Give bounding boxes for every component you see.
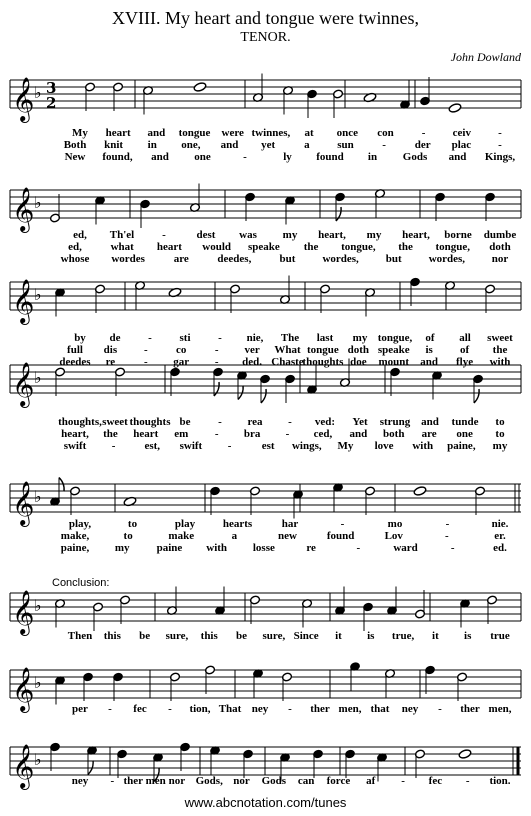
lyric-syllable: heart, xyxy=(402,229,430,241)
lyric-syllable: the xyxy=(303,241,319,253)
lyric-syllable: nie, xyxy=(246,332,264,344)
lyric-syllable: twinnes, xyxy=(251,127,291,139)
lyric-syllable: - xyxy=(162,229,166,241)
composer: John Dowland xyxy=(450,50,521,64)
lyrics-system-2-verse-3 xyxy=(0,253,531,265)
lyrics-system-4-verse-2 xyxy=(0,428,531,440)
note-flag xyxy=(261,389,266,403)
lyric-syllable: tion. xyxy=(489,775,511,787)
lyric-syllable: dest xyxy=(196,229,216,241)
lyric-syllable: the xyxy=(398,241,413,253)
lyric-syllable: My xyxy=(337,440,354,452)
lyric-syllable: sweet xyxy=(487,332,513,344)
lyric-syllable: knit xyxy=(104,139,124,151)
lyric-syllable: a xyxy=(304,139,310,151)
lyric-syllable: fec xyxy=(133,703,147,715)
lyric-syllable: - xyxy=(382,139,386,151)
lyric-syllable: losse xyxy=(252,542,275,554)
lyric-syllable: - xyxy=(285,428,290,440)
lyrics-system-3-verse-1 xyxy=(0,332,531,344)
lyric-syllable: - xyxy=(110,775,115,787)
lyric-syllable: but xyxy=(279,253,296,265)
lyric-syllable: dis xyxy=(103,344,118,356)
lyric-syllable: once xyxy=(336,127,358,139)
lyric-syllable: - xyxy=(214,428,219,440)
lyrics-system-5-verse-2 xyxy=(0,530,531,542)
lyric-syllable: tion, xyxy=(189,703,211,715)
voice-part-title: TENOR. xyxy=(240,30,291,45)
lyric-syllable: ney xyxy=(71,775,89,787)
lyric-syllable: - xyxy=(218,416,222,428)
lyric-syllable: all xyxy=(459,332,471,344)
lyric-syllable: ther xyxy=(310,703,330,715)
lyric-syllable: Gods, xyxy=(195,775,223,787)
lyric-syllable: af xyxy=(366,775,376,787)
lyric-syllable: Lov xyxy=(384,530,403,542)
lyric-syllable: - xyxy=(401,775,405,787)
lyric-syllable: that xyxy=(370,703,390,715)
lyric-syllable: What xyxy=(274,344,301,356)
lyric-syllable: - xyxy=(465,775,470,787)
lyric-syllable: er. xyxy=(494,530,506,542)
lyric-syllable: would xyxy=(202,241,232,253)
lyric-syllable: speake xyxy=(377,344,410,356)
lyric-syllable: is xyxy=(464,630,472,642)
lyric-syllable: heart xyxy=(105,127,131,139)
lyric-syllable: per xyxy=(72,703,88,715)
lyric-syllable: - xyxy=(288,703,292,715)
lyrics-system-2-verse-2 xyxy=(0,241,531,253)
flat-key-signature-icon: ♭ xyxy=(34,285,42,304)
lyric-syllable: doth xyxy=(489,241,511,253)
note-head xyxy=(448,103,462,114)
lyric-syllable: em xyxy=(174,428,189,440)
lyric-syllable: - xyxy=(450,542,455,554)
lyric-syllable: - xyxy=(168,703,172,715)
lyric-syllable: one xyxy=(456,428,473,440)
lyric-syllable: ther men xyxy=(123,775,166,787)
lyric-syllable: what xyxy=(110,241,134,253)
lyric-syllable: - xyxy=(243,151,247,163)
treble-clef-icon: 𝄞 xyxy=(12,667,35,711)
lyric-syllable: de xyxy=(109,332,121,344)
note-head xyxy=(193,82,207,93)
lyric-syllable: thoughts xyxy=(129,416,171,428)
lyric-syllable: gar xyxy=(173,356,190,368)
lyric-syllable: Chaste xyxy=(271,356,304,368)
lyric-syllable: heart xyxy=(156,241,182,253)
lyrics-system-7-verse-1 xyxy=(0,703,531,715)
lyric-syllable: tongue, xyxy=(377,332,413,344)
lyric-syllable: wordes xyxy=(111,253,145,265)
treble-clef-icon: 𝄞 xyxy=(12,77,35,121)
lyric-syllable: and xyxy=(147,127,166,139)
lyric-syllable: - xyxy=(498,127,502,139)
lyric-syllable: with xyxy=(489,356,511,368)
lyric-syllable: est, xyxy=(144,440,161,452)
staff-system-1 xyxy=(0,70,531,121)
lyric-syllable: men, xyxy=(338,703,362,715)
lyric-syllable: was xyxy=(239,229,257,241)
lyric-syllable: my xyxy=(492,440,508,452)
lyric-syllable: ney xyxy=(401,703,419,715)
lyric-syllable: and xyxy=(448,151,467,163)
lyric-syllable: tunde xyxy=(451,416,479,428)
lyric-syllable: and xyxy=(349,428,368,440)
flat-key-signature-icon: ♭ xyxy=(34,368,42,387)
lyric-syllable: it xyxy=(432,630,439,642)
note-flag xyxy=(336,207,341,221)
lyric-syllable: - xyxy=(227,440,232,452)
lyrics-system-4-verse-3 xyxy=(0,440,531,452)
note-flag xyxy=(214,382,219,396)
lyric-syllable: deedes, xyxy=(217,253,252,265)
lyric-syllable: - xyxy=(148,332,152,344)
lyric-syllable: - xyxy=(421,127,426,139)
lyric-syllable: play xyxy=(174,518,196,530)
lyric-syllable: borne xyxy=(444,229,472,241)
lyric-syllable: Gods xyxy=(261,775,287,787)
lyric-syllable: last xyxy=(316,332,334,344)
lyric-syllable: har xyxy=(281,518,299,530)
lyric-syllable: make xyxy=(168,530,195,542)
lyric-syllable: are xyxy=(421,428,437,440)
tune-title: XVIII. My heart and tongue were twinnes, xyxy=(112,8,419,28)
lyric-syllable: to xyxy=(495,428,505,440)
footer-url[interactable]: www.abcnotation.com/tunes xyxy=(184,795,347,810)
lyric-syllable: one, xyxy=(181,139,201,151)
lyric-syllable: found xyxy=(316,151,344,163)
lyric-syllable: in xyxy=(367,151,378,163)
lyric-syllable: paine xyxy=(156,542,183,554)
flat-key-signature-icon: ♭ xyxy=(34,750,42,769)
lyric-syllable: ed, xyxy=(73,229,87,241)
flat-key-signature-icon: ♭ xyxy=(34,596,42,615)
lyric-syllable: by xyxy=(74,332,86,344)
lyric-syllable: this xyxy=(200,630,218,642)
lyric-syllable: doth xyxy=(347,344,370,356)
lyric-syllable: one xyxy=(194,151,211,163)
lyric-syllable: thoughts xyxy=(302,356,344,368)
lyrics-system-5-verse-3 xyxy=(0,542,531,554)
lyrics-system-4-verse-1 xyxy=(0,416,531,428)
lyric-syllable: yet xyxy=(261,139,276,151)
lyric-syllable: wings, xyxy=(291,440,322,452)
flat-key-signature-icon: ♭ xyxy=(34,487,42,506)
time-signature-top: 3 xyxy=(46,79,57,97)
lyric-syllable: speake xyxy=(247,241,280,253)
lyrics-system-2-verse-1 xyxy=(0,229,531,241)
lyric-syllable: - xyxy=(143,356,148,368)
lyric-syllable: are xyxy=(173,253,189,265)
lyric-syllable: tongue, xyxy=(435,241,471,253)
treble-clef-icon: 𝄞 xyxy=(12,279,35,323)
lyric-syllable: My xyxy=(72,127,88,139)
lyric-syllable: - xyxy=(218,332,222,344)
lyric-syllable: and xyxy=(420,356,439,368)
lyric-syllable: sure, xyxy=(262,630,286,642)
lyric-syllable: Then xyxy=(67,630,93,642)
lyric-syllable: est xyxy=(261,440,275,452)
lyric-syllable: con xyxy=(377,127,394,139)
treble-clef-icon: 𝄞 xyxy=(12,481,35,525)
lyric-syllable: my xyxy=(352,332,368,344)
lyrics-system-1-verse-2 xyxy=(0,139,531,151)
lyric-syllable: wordes, xyxy=(428,253,466,265)
lyric-syllable: heart, xyxy=(61,428,89,440)
lyric-syllable: be xyxy=(139,630,151,642)
lyric-syllable: - xyxy=(356,542,361,554)
lyric-syllable: co xyxy=(176,344,187,356)
lyric-syllable: is xyxy=(367,630,375,642)
lyric-syllable: men, xyxy=(488,703,512,715)
lyric-syllable: sti xyxy=(179,332,191,344)
lyric-syllable: ved: xyxy=(314,416,336,428)
lyric-syllable: can xyxy=(297,775,315,787)
lyric-syllable: - xyxy=(143,344,148,356)
lyric-syllable: and xyxy=(151,151,169,163)
lyric-syllable: re xyxy=(306,542,316,554)
lyric-syllable: is xyxy=(425,344,433,356)
lyric-syllable: and xyxy=(421,416,439,428)
time-signature-bottom: 2 xyxy=(46,94,57,112)
lyric-syllable: this xyxy=(103,630,121,642)
lyric-syllable: found, xyxy=(102,151,133,163)
lyric-syllable: tongue xyxy=(307,344,339,356)
staff-system-6 xyxy=(0,583,531,634)
lyric-syllable: the xyxy=(103,428,118,440)
lyric-syllable: the xyxy=(492,344,508,356)
lyric-syllable: The xyxy=(280,332,300,344)
lyric-syllable: sweet xyxy=(102,416,128,428)
lyrics-system-5-verse-1 xyxy=(0,518,531,530)
lyrics-system-6-verse-1 xyxy=(0,630,531,642)
lyric-syllable: love xyxy=(374,440,394,452)
lyric-syllable: ed, xyxy=(68,241,82,253)
lyric-syllable: ed. xyxy=(493,542,507,554)
lyric-syllable: New xyxy=(64,151,86,163)
lyric-syllable: dumbe xyxy=(483,229,517,241)
lyric-syllable: to xyxy=(495,416,505,428)
lyric-syllable: nor xyxy=(233,775,250,787)
lyric-syllable: paine, xyxy=(60,542,90,554)
staff-system-3 xyxy=(0,272,531,323)
lyric-syllable: true xyxy=(490,630,510,642)
lyric-syllable: flye xyxy=(456,356,474,368)
lyrics-system-1-verse-3 xyxy=(0,151,531,163)
lyric-syllable: tongue, xyxy=(341,241,376,253)
lyric-syllable: That xyxy=(218,703,242,715)
lyric-syllable: and xyxy=(220,139,239,151)
lyric-syllable: wordes, xyxy=(322,253,359,265)
lyric-syllable: thoughts, xyxy=(58,416,102,428)
lyric-syllable: ther xyxy=(460,703,480,715)
lyric-syllable: - xyxy=(111,440,116,452)
lyric-syllable: deedes xyxy=(59,356,91,368)
conclusion-label: Conclusion: xyxy=(52,577,110,589)
lyric-syllable: mount xyxy=(378,356,410,368)
lyric-syllable: be xyxy=(179,416,191,428)
lyric-syllable: rea xyxy=(247,416,263,428)
lyric-syllable: to xyxy=(127,518,138,530)
lyric-syllable: ceiv xyxy=(452,127,471,139)
lyric-syllable: true, xyxy=(391,630,415,642)
lyric-syllable: - xyxy=(214,356,219,368)
flat-key-signature-icon: ♭ xyxy=(34,193,42,212)
lyric-syllable: nie. xyxy=(491,518,509,530)
treble-clef-icon: 𝄞 xyxy=(12,187,35,231)
lyric-syllable: but xyxy=(385,253,402,265)
lyric-syllable: found xyxy=(326,530,355,542)
lyric-syllable: my xyxy=(114,542,130,554)
lyric-syllable: - xyxy=(288,416,292,428)
lyric-syllable: it xyxy=(335,630,342,642)
lyric-syllable: heart, xyxy=(318,229,346,241)
lyric-syllable: sure, xyxy=(165,630,189,642)
treble-clef-icon: 𝄞 xyxy=(12,590,35,634)
staff-system-4 xyxy=(0,355,531,406)
treble-clef-icon: 𝄞 xyxy=(12,744,35,788)
lyric-syllable: Since xyxy=(293,630,319,642)
lyric-syllable: whose xyxy=(60,253,90,265)
lyric-syllable: - xyxy=(445,518,450,530)
lyric-syllable: - xyxy=(214,344,219,356)
lyric-syllable: ly xyxy=(283,151,292,163)
treble-clef-icon: 𝄞 xyxy=(12,362,35,406)
lyric-syllable: Kings, xyxy=(484,151,516,163)
lyrics-system-1-verse-1 xyxy=(0,127,531,139)
lyric-syllable: in xyxy=(147,139,157,151)
lyric-syllable: force xyxy=(326,775,351,787)
lyric-syllable: play, xyxy=(68,518,92,530)
lyric-syllable: mo xyxy=(387,518,403,530)
lyric-syllable: both xyxy=(383,428,405,440)
lyric-syllable: re xyxy=(105,356,116,368)
lyric-syllable: - xyxy=(438,703,442,715)
lyric-syllable: of xyxy=(459,344,470,356)
lyric-syllable: ver xyxy=(244,344,260,356)
lyric-syllable: ded. xyxy=(242,356,263,368)
note-head xyxy=(458,749,472,760)
lyric-syllable: my xyxy=(366,229,382,241)
lyric-syllable: - xyxy=(498,139,502,151)
lyric-syllable: nor xyxy=(168,775,186,787)
lyric-syllable: Gods xyxy=(402,151,428,163)
lyric-syllable: fec xyxy=(428,775,443,787)
lyric-syllable: full xyxy=(67,344,83,356)
lyric-syllable: new xyxy=(278,530,297,542)
lyric-syllable: make, xyxy=(60,530,90,542)
lyric-syllable: - xyxy=(445,530,449,542)
note-flag xyxy=(474,389,479,403)
lyric-syllable: with xyxy=(206,542,228,554)
lyric-syllable: paine, xyxy=(447,440,476,452)
staff-system-2 xyxy=(0,180,531,231)
lyric-syllable: - xyxy=(340,518,345,530)
lyric-syllable: sun xyxy=(337,139,354,151)
flat-key-signature-icon: ♭ xyxy=(34,83,42,102)
lyric-syllable: at xyxy=(304,127,314,139)
lyric-syllable: ward xyxy=(393,542,418,554)
flat-key-signature-icon: ♭ xyxy=(34,673,42,692)
lyric-syllable: Th'el xyxy=(109,229,135,241)
lyric-syllable: be xyxy=(236,630,248,642)
lyric-syllable: doe xyxy=(350,356,367,368)
lyric-syllable: heart xyxy=(133,428,159,440)
lyric-syllable: Yet xyxy=(352,416,368,428)
lyric-syllable: tongue xyxy=(178,127,211,139)
lyric-syllable: ney xyxy=(251,703,269,715)
lyric-syllable: strung xyxy=(379,416,411,428)
lyric-syllable: nor xyxy=(491,253,509,265)
lyrics-system-8-verse-1 xyxy=(0,775,531,787)
lyric-syllable: of xyxy=(425,332,435,344)
lyric-syllable: my xyxy=(282,229,298,241)
lyric-syllable: ced, xyxy=(313,428,333,440)
lyric-syllable: were xyxy=(221,127,244,139)
lyric-syllable: plac xyxy=(451,139,472,151)
lyric-syllable: bra xyxy=(243,428,261,440)
lyric-syllable: hearts xyxy=(222,518,253,530)
lyric-syllable: with xyxy=(412,440,434,452)
note-head xyxy=(413,486,427,497)
lyric-syllable: a xyxy=(231,530,238,542)
lyric-syllable: swift xyxy=(63,440,87,452)
lyric-syllable: Both xyxy=(63,139,87,151)
lyric-syllable: der xyxy=(414,139,431,151)
lyric-syllable: - xyxy=(108,703,112,715)
lyric-syllable: to xyxy=(123,530,133,542)
lyric-syllable: swift xyxy=(179,440,203,452)
